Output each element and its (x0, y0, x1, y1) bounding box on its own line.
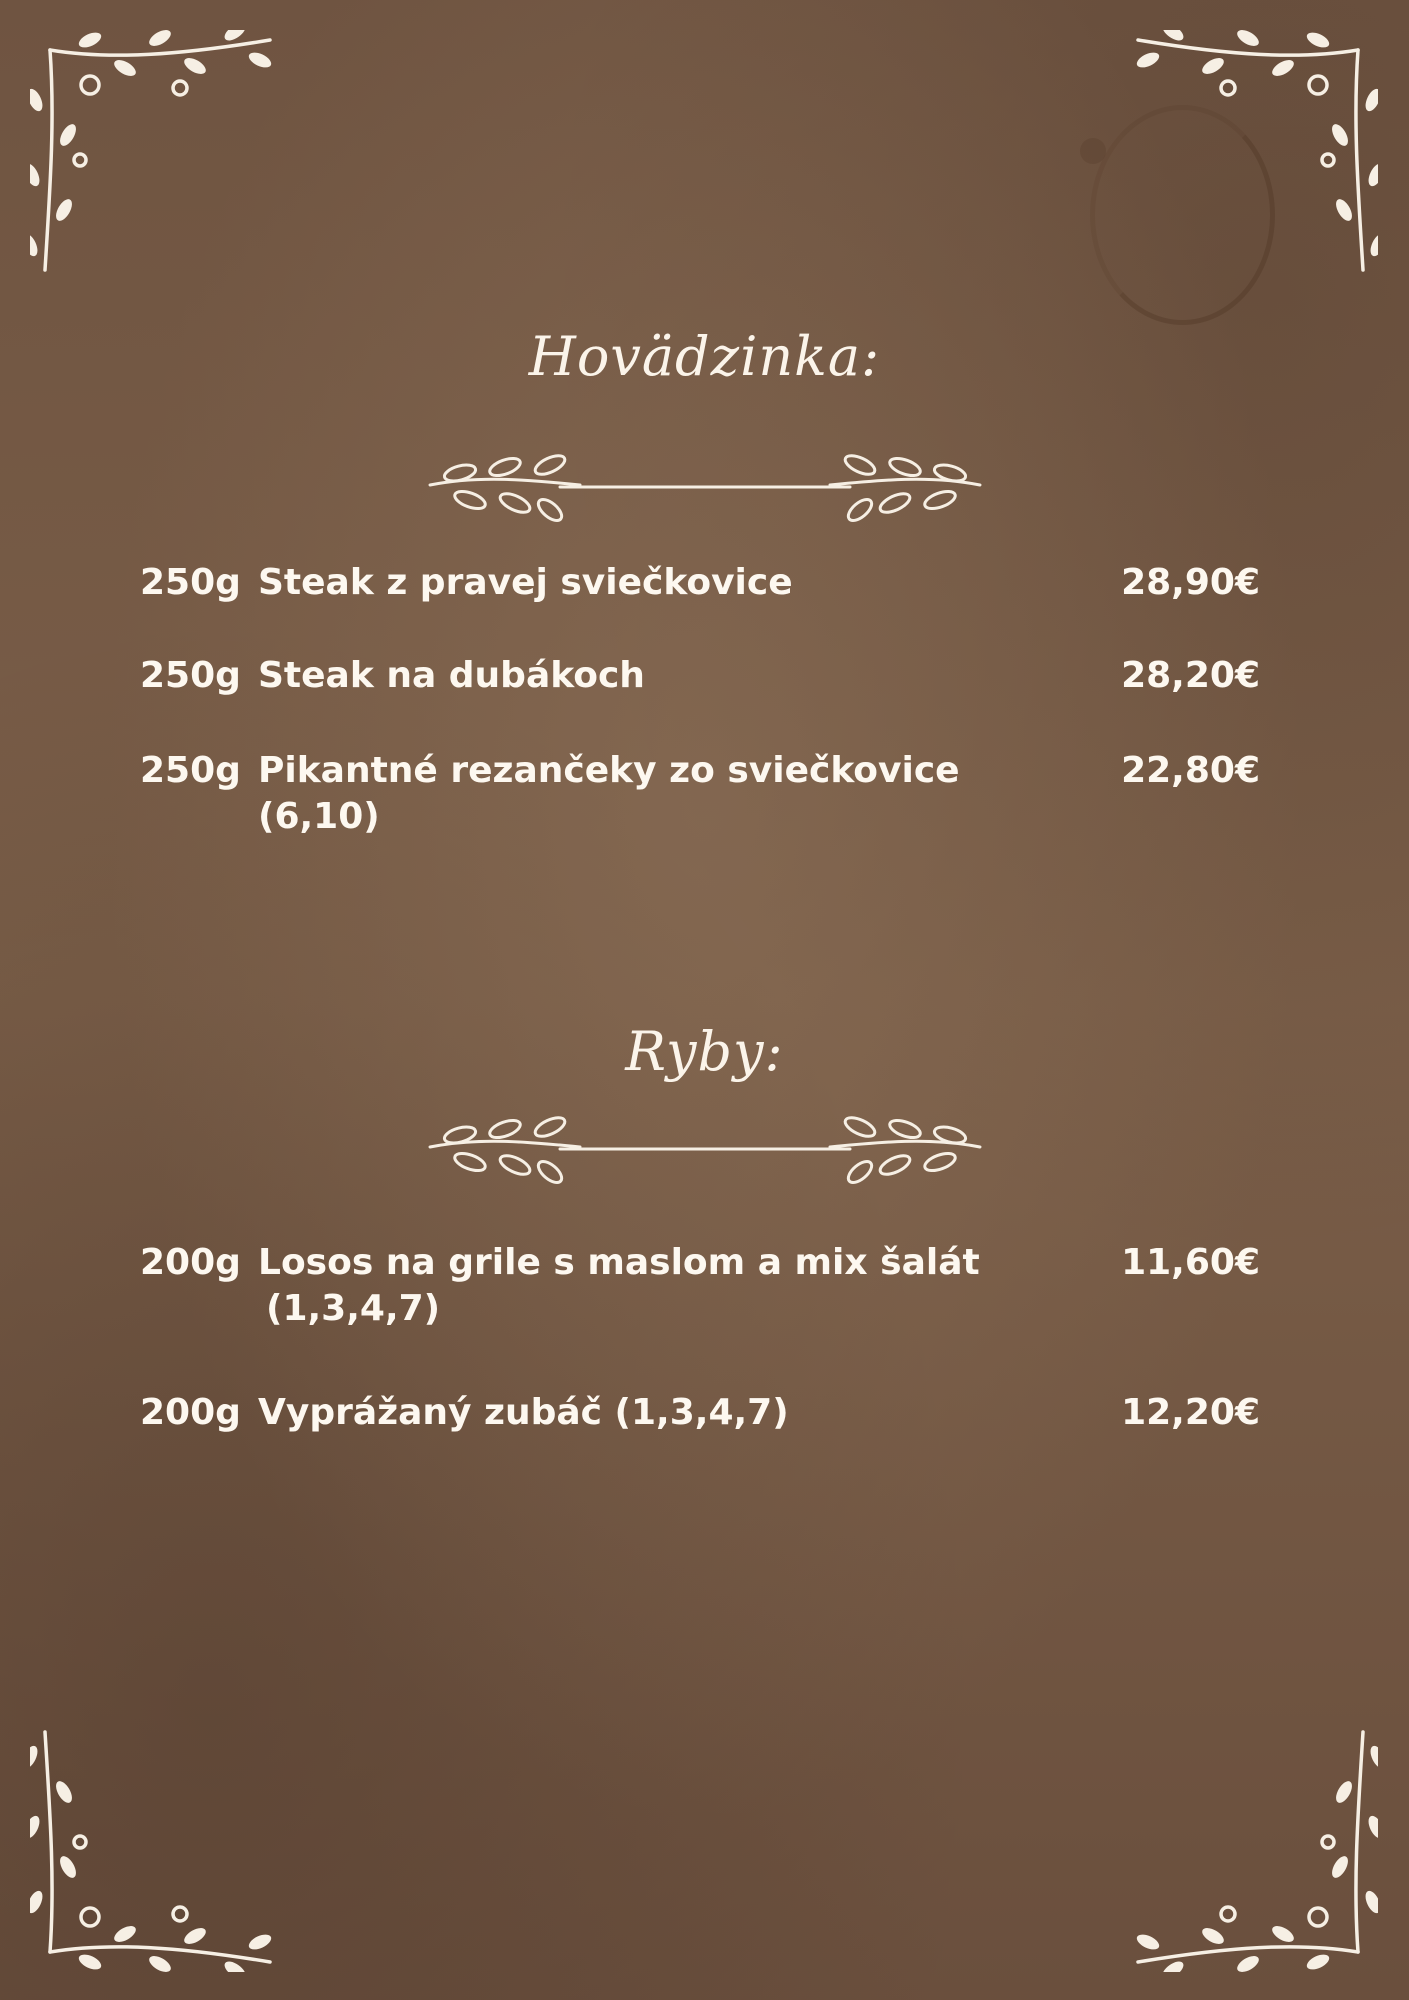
item-weight: 200g (140, 1242, 241, 1283)
item-price: 12,20€ (1121, 1392, 1260, 1433)
laurel-divider-icon (420, 445, 990, 535)
item-name: Steak na dubákoch (258, 655, 645, 696)
item-name-block (258, 1240, 1018, 1332)
item-name: Vyprážaný zubáč (1,3,4,7) (258, 1392, 789, 1433)
item-weight: 200g (140, 1392, 241, 1433)
section-title-beef: Hovädzinka: (528, 325, 881, 388)
item-price: 22,80€ (1121, 750, 1260, 791)
item-allergens: (1,3,4,7) (266, 1288, 441, 1329)
item-price: 28,20€ (1121, 655, 1260, 696)
item-price: 28,90€ (1121, 562, 1260, 603)
section-title-fish: Ryby: (625, 1020, 784, 1083)
coffee-stain-spot (1080, 138, 1106, 164)
item-price: 11,60€ (1121, 1242, 1260, 1283)
item-name: Losos na grile s maslom a mix šalát (258, 1242, 980, 1283)
floral-corner-ornament-icon (1118, 30, 1378, 290)
floral-corner-ornament-icon (1118, 1712, 1378, 1972)
item-name: Steak z pravej sviečkovice (258, 562, 793, 603)
floral-corner-ornament-icon (30, 1712, 290, 1972)
floral-corner-ornament-icon (30, 30, 290, 290)
item-weight: 250g (140, 655, 241, 696)
laurel-divider-icon (420, 1107, 990, 1197)
item-weight: 250g (140, 750, 241, 791)
item-weight: 250g (140, 562, 241, 603)
item-name: Pikantné rezančeky zo sviečkovice (6,10) (258, 750, 960, 837)
